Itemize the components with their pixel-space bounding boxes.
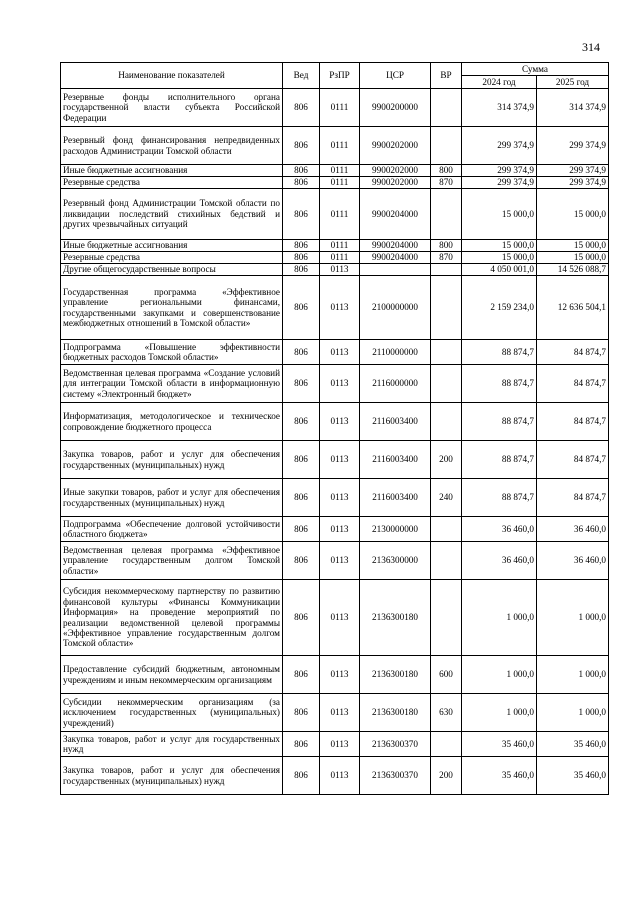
row-rzpr-cell: 0111 <box>320 177 360 189</box>
row-csr-cell: 2116003400 <box>360 403 431 441</box>
table-body <box>61 89 609 795</box>
row-rzpr-cell: 0111 <box>320 165 360 177</box>
row-ved-cell: 806 <box>283 340 320 365</box>
row-csr-cell: 9900204000 <box>360 189 431 240</box>
row-sum-2025-cell: 36 460,0 <box>537 517 609 542</box>
table-row <box>61 189 609 240</box>
row-vr-cell <box>431 127 462 165</box>
row-vr-cell <box>431 264 462 276</box>
header-name: Наименование показателей <box>61 63 283 89</box>
row-sum-2025-cell: 84 874,7 <box>537 479 609 517</box>
row-csr-cell: 2136300180 <box>360 656 431 694</box>
row-sum-2024-cell: 36 460,0 <box>462 517 537 542</box>
row-name-cell: Подпрограмма «Повышение эффективности бюджетных расходов Томской области» <box>61 340 283 365</box>
row-vr-cell: 800 <box>431 240 462 252</box>
table-row <box>61 403 609 441</box>
row-sum-2024-cell: 299 374,9 <box>462 177 537 189</box>
row-sum-2024-cell: 314 374,9 <box>462 89 537 127</box>
row-sum-2025-cell: 35 460,0 <box>537 732 609 757</box>
row-sum-2025-cell: 1 000,0 <box>537 580 609 656</box>
row-sum-2025-cell: 15 000,0 <box>537 252 609 264</box>
row-name-cell: Закупка товаров, работ и услуг для государственных нужд <box>61 732 283 757</box>
row-csr-cell: 2136300180 <box>360 580 431 656</box>
row-sum-2024-cell: 15 000,0 <box>462 252 537 264</box>
row-csr-cell: 9900202000 <box>360 127 431 165</box>
row-sum-2025-cell: 299 374,9 <box>537 165 609 177</box>
row-rzpr-cell: 0111 <box>320 189 360 240</box>
row-rzpr-cell: 0111 <box>320 89 360 127</box>
page-number: 314 <box>582 40 600 54</box>
row-sum-2025-cell: 36 460,0 <box>537 542 609 580</box>
row-rzpr-cell: 0113 <box>320 441 360 479</box>
row-name-cell: Другие общегосударственные вопросы <box>61 264 283 276</box>
row-ved-cell: 806 <box>283 127 320 165</box>
row-rzpr-cell: 0113 <box>320 403 360 441</box>
row-name-cell: Иные бюджетные ассигнования <box>61 240 283 252</box>
table-row <box>61 276 609 340</box>
table-row <box>61 365 609 403</box>
row-rzpr-cell: 0113 <box>320 542 360 580</box>
row-csr-cell: 2136300000 <box>360 542 431 580</box>
row-sum-2024-cell: 35 460,0 <box>462 732 537 757</box>
row-csr-cell: 2116000000 <box>360 365 431 403</box>
row-ved-cell: 806 <box>283 403 320 441</box>
header-rzpr: РзПР <box>320 63 360 89</box>
row-csr-cell: 2116003400 <box>360 479 431 517</box>
table-row <box>61 479 609 517</box>
row-sum-2024-cell: 35 460,0 <box>462 757 537 795</box>
row-csr-cell: 9900202000 <box>360 177 431 189</box>
row-name-cell: Резервные средства <box>61 177 283 189</box>
row-rzpr-cell: 0113 <box>320 264 360 276</box>
row-vr-cell <box>431 189 462 240</box>
row-vr-cell <box>431 276 462 340</box>
table-row <box>61 340 609 365</box>
row-rzpr-cell: 0113 <box>320 365 360 403</box>
row-ved-cell: 806 <box>283 479 320 517</box>
table-row <box>61 732 609 757</box>
row-sum-2024-cell: 299 374,9 <box>462 165 537 177</box>
row-sum-2024-cell: 299 374,9 <box>462 127 537 165</box>
row-csr-cell: 2136300180 <box>360 694 431 732</box>
row-sum-2025-cell: 299 374,9 <box>537 177 609 189</box>
row-sum-2024-cell: 4 050 001,0 <box>462 264 537 276</box>
row-vr-cell <box>431 580 462 656</box>
row-ved-cell: 806 <box>283 542 320 580</box>
row-ved-cell: 806 <box>283 264 320 276</box>
row-ved-cell: 806 <box>283 656 320 694</box>
row-sum-2024-cell: 88 874,7 <box>462 479 537 517</box>
row-name-cell: Иные закупки товаров, работ и услуг для обеспечения государственных (муниципальных) нужд <box>61 479 283 517</box>
row-sum-2024-cell: 2 159 234,0 <box>462 276 537 340</box>
table-row <box>61 252 609 264</box>
row-csr-cell: 9900200000 <box>360 89 431 127</box>
row-vr-cell <box>431 732 462 757</box>
row-ved-cell: 806 <box>283 580 320 656</box>
row-ved-cell: 806 <box>283 177 320 189</box>
row-name-cell: Резервные фонды исполнительного органа государственной власти субъекта Российской Федерации <box>61 89 283 127</box>
row-ved-cell: 806 <box>283 240 320 252</box>
row-vr-cell: 800 <box>431 165 462 177</box>
row-csr-cell: 2100000000 <box>360 276 431 340</box>
row-ved-cell: 806 <box>283 365 320 403</box>
budget-table <box>60 62 609 795</box>
row-name-cell: Резервный фонд финансирования непредвиденных расходов Администрации Томской области <box>61 127 283 165</box>
row-rzpr-cell: 0113 <box>320 757 360 795</box>
row-name-cell: Подпрограмма «Обеспечение долговой устойчивости областного бюджета» <box>61 517 283 542</box>
row-sum-2025-cell: 1 000,0 <box>537 694 609 732</box>
row-vr-cell <box>431 89 462 127</box>
row-csr-cell: 2136300370 <box>360 732 431 757</box>
table-row <box>61 165 609 177</box>
row-sum-2025-cell: 15 000,0 <box>537 240 609 252</box>
row-sum-2024-cell: 15 000,0 <box>462 189 537 240</box>
row-csr-cell: 9900204000 <box>360 252 431 264</box>
row-name-cell: Субсидии некоммерческим организациям (за исключением государственных (муниципальных) учреждений) <box>61 694 283 732</box>
row-csr-cell: 9900202000 <box>360 165 431 177</box>
row-rzpr-cell: 0113 <box>320 694 360 732</box>
row-name-cell: Резервные средства <box>61 252 283 264</box>
row-rzpr-cell: 0113 <box>320 276 360 340</box>
row-vr-cell <box>431 542 462 580</box>
row-sum-2025-cell: 84 874,7 <box>537 403 609 441</box>
row-name-cell: Закупка товаров, работ и услуг для обеспечения государственных (муниципальных) нужд <box>61 757 283 795</box>
row-ved-cell: 806 <box>283 189 320 240</box>
row-vr-cell <box>431 517 462 542</box>
table-row <box>61 264 609 276</box>
row-rzpr-cell: 0113 <box>320 656 360 694</box>
row-rzpr-cell: 0113 <box>320 479 360 517</box>
row-sum-2024-cell: 1 000,0 <box>462 580 537 656</box>
table-row <box>61 89 609 127</box>
row-ved-cell: 806 <box>283 165 320 177</box>
row-name-cell: Государственная программа «Эффективное управление региональными финансами, государственными закупками и совершенствование межбюджетных отношений в Томской области» <box>61 276 283 340</box>
row-csr-cell <box>360 264 431 276</box>
row-csr-cell: 9900204000 <box>360 240 431 252</box>
table-row <box>61 694 609 732</box>
header-year-2025: 2025 год <box>537 76 609 89</box>
row-ved-cell: 806 <box>283 732 320 757</box>
row-vr-cell <box>431 403 462 441</box>
row-ved-cell: 806 <box>283 252 320 264</box>
row-ved-cell: 806 <box>283 517 320 542</box>
table-row <box>61 517 609 542</box>
row-name-cell: Информатизация, методологическое и техническое сопровождение бюджетного процесса <box>61 403 283 441</box>
row-rzpr-cell: 0113 <box>320 517 360 542</box>
row-vr-cell: 630 <box>431 694 462 732</box>
row-name-cell: Закупка товаров, работ и услуг для обеспечения государственных (муниципальных) нужд <box>61 441 283 479</box>
row-ved-cell: 806 <box>283 89 320 127</box>
row-rzpr-cell: 0113 <box>320 340 360 365</box>
table-row <box>61 240 609 252</box>
row-sum-2025-cell: 14 526 088,7 <box>537 264 609 276</box>
row-sum-2025-cell: 84 874,7 <box>537 441 609 479</box>
row-csr-cell: 2110000000 <box>360 340 431 365</box>
table-row <box>61 757 609 795</box>
row-sum-2024-cell: 88 874,7 <box>462 441 537 479</box>
table-row <box>61 177 609 189</box>
row-vr-cell: 870 <box>431 252 462 264</box>
row-name-cell: Ведомственная целевая программа «Эффективное управление государственным долгом Томской области» <box>61 542 283 580</box>
row-sum-2025-cell: 35 460,0 <box>537 757 609 795</box>
row-ved-cell: 806 <box>283 276 320 340</box>
row-sum-2024-cell: 88 874,7 <box>462 340 537 365</box>
row-ved-cell: 806 <box>283 441 320 479</box>
table-row <box>61 542 609 580</box>
header-year-2024: 2024 год <box>462 76 537 89</box>
row-name-cell: Ведомственная целевая программа «Создание условий для интеграции Томской области в информационную систему «Электронный бюджет» <box>61 365 283 403</box>
row-rzpr-cell: 0111 <box>320 127 360 165</box>
row-sum-2025-cell: 314 374,9 <box>537 89 609 127</box>
row-ved-cell: 806 <box>283 757 320 795</box>
table-row <box>61 580 609 656</box>
row-vr-cell <box>431 340 462 365</box>
row-vr-cell: 200 <box>431 441 462 479</box>
header-ved: Вед <box>283 63 320 89</box>
header-vr: ВР <box>431 63 462 89</box>
row-csr-cell: 2130000000 <box>360 517 431 542</box>
row-rzpr-cell: 0113 <box>320 732 360 757</box>
row-sum-2025-cell: 12 636 504,1 <box>537 276 609 340</box>
row-vr-cell: 870 <box>431 177 462 189</box>
row-sum-2024-cell: 15 000,0 <box>462 240 537 252</box>
row-sum-2024-cell: 1 000,0 <box>462 694 537 732</box>
header-row <box>61 63 609 76</box>
row-csr-cell: 2136300370 <box>360 757 431 795</box>
row-rzpr-cell: 0113 <box>320 580 360 656</box>
table-row <box>61 656 609 694</box>
row-sum-2024-cell: 88 874,7 <box>462 403 537 441</box>
row-vr-cell: 240 <box>431 479 462 517</box>
row-ved-cell: 806 <box>283 694 320 732</box>
row-sum-2025-cell: 1 000,0 <box>537 656 609 694</box>
header-sum: Сумма <box>462 63 609 76</box>
row-name-cell: Предоставление субсидий бюджетным, автономным учреждениям и иным некоммерческим организациям <box>61 656 283 694</box>
row-sum-2024-cell: 1 000,0 <box>462 656 537 694</box>
row-vr-cell <box>431 365 462 403</box>
table-row <box>61 127 609 165</box>
row-sum-2025-cell: 15 000,0 <box>537 189 609 240</box>
row-csr-cell: 2116003400 <box>360 441 431 479</box>
row-name-cell: Иные бюджетные ассигнования <box>61 165 283 177</box>
row-name-cell: Субсидия некоммерческому партнерству по развитию финансовой культуры «Финансы Коммуникации Информация» на проведение мероприятий по реализации ведомственной целевой программы «Эффективное управление государственным долгом Томской области» <box>61 580 283 656</box>
table-row <box>61 441 609 479</box>
row-rzpr-cell: 0111 <box>320 252 360 264</box>
row-rzpr-cell: 0111 <box>320 240 360 252</box>
row-sum-2025-cell: 299 374,9 <box>537 127 609 165</box>
header-csr: ЦСР <box>360 63 431 89</box>
row-sum-2024-cell: 36 460,0 <box>462 542 537 580</box>
row-vr-cell: 600 <box>431 656 462 694</box>
row-sum-2025-cell: 84 874,7 <box>537 340 609 365</box>
row-vr-cell: 200 <box>431 757 462 795</box>
row-sum-2025-cell: 84 874,7 <box>537 365 609 403</box>
row-sum-2024-cell: 88 874,7 <box>462 365 537 403</box>
row-name-cell: Резервный фонд Администрации Томской области по ликвидации последствий стихийных бедствий и других чрезвычайных ситуаций <box>61 189 283 240</box>
